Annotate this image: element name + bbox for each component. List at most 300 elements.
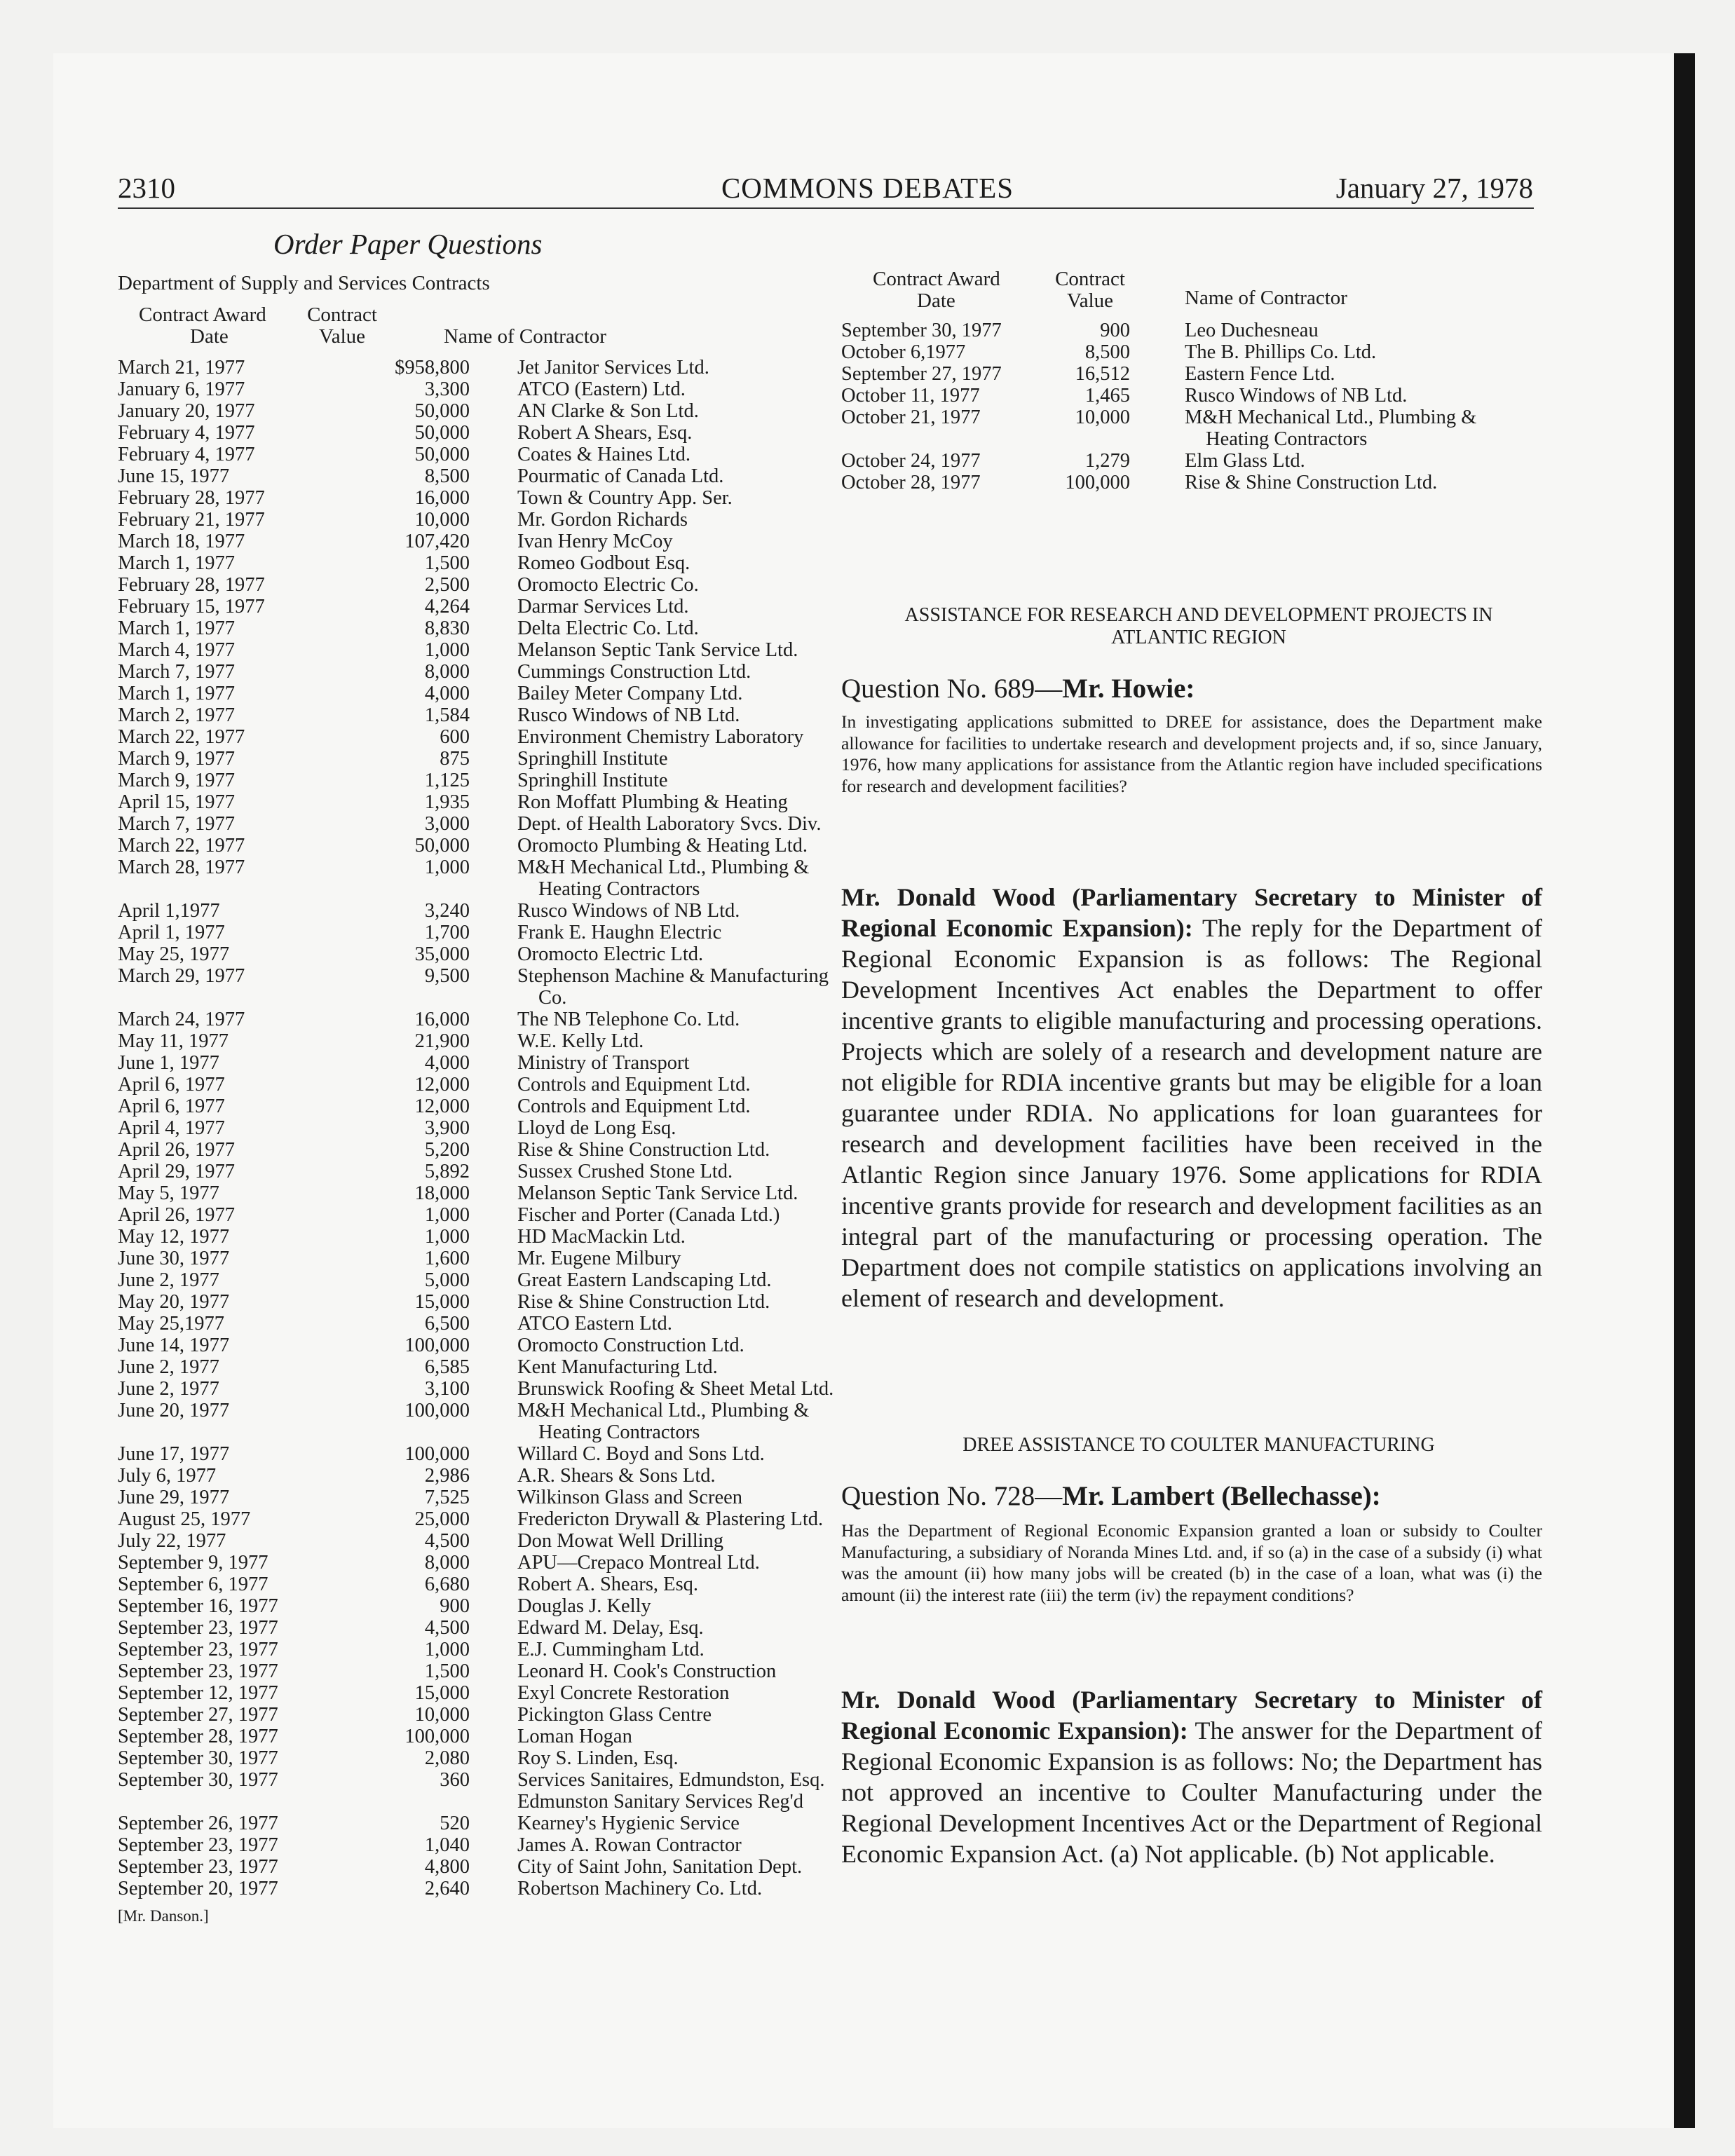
contract-date: September 12, 1977 — [118, 1682, 278, 1704]
contractor-name-line: Melanson Septic Tank Service Ltd. — [517, 639, 798, 661]
contract-row — [118, 465, 868, 487]
contract-value: 4,800 — [424, 1856, 470, 1878]
issue-date: January 27, 1978 — [1335, 172, 1533, 204]
contract-row — [118, 683, 868, 704]
contractor-name-line: Oromocto Plumbing & Heating Ltd. — [517, 835, 808, 857]
contract-value: 8,500 — [424, 465, 470, 487]
contractor-name — [517, 1248, 847, 1269]
contract-row — [118, 835, 868, 857]
contract-date: September 27, 1977 — [841, 363, 1002, 385]
contractor-name — [517, 726, 847, 748]
contractor-name — [517, 661, 847, 683]
contractor-name-line: City of Saint John, Sanitation Dept. — [517, 1856, 803, 1878]
contractor-name-line: Pourmatic of Canada Ltd. — [517, 465, 724, 487]
contract-value: 4,000 — [424, 683, 470, 704]
contractor-name-line: M&H Mechanical Ltd., Plumbing & — [517, 1400, 810, 1421]
contract-value: 1,465 — [1084, 385, 1130, 407]
contract-row — [118, 1226, 868, 1248]
contract-date: May 25,1977 — [118, 1313, 224, 1335]
contractor-name — [1185, 385, 1549, 407]
contract-date: August 25, 1977 — [118, 1508, 251, 1530]
question-member: Mr. Howie: — [1062, 674, 1195, 704]
contractor-name-line: Oromocto Construction Ltd. — [517, 1335, 744, 1356]
contract-row — [118, 1726, 868, 1747]
contract-value: 1,500 — [424, 1660, 470, 1682]
contractor-name-line: Sussex Crushed Stone Ltd. — [517, 1161, 733, 1182]
contract-date: April 6, 1977 — [118, 1096, 225, 1117]
contractor-name-line: Controls and Equipment Ltd. — [517, 1096, 751, 1117]
contractor-name-line: Cummings Construction Ltd. — [517, 661, 751, 683]
contracts-table-left — [118, 357, 868, 1899]
contract-date: March 1, 1977 — [118, 683, 236, 704]
contract-date: May 5, 1977 — [118, 1182, 219, 1204]
question-number-label: Question No. 728— — [841, 1481, 1063, 1511]
contract-date: February 4, 1977 — [118, 422, 255, 444]
contract-date: March 21, 1977 — [118, 357, 245, 378]
contract-value: 4,264 — [424, 596, 470, 618]
contractor-name — [517, 1030, 847, 1052]
contract-row — [118, 704, 868, 726]
contractor-name — [517, 1052, 847, 1074]
contract-row — [118, 422, 868, 444]
contract-value: 1,000 — [424, 1204, 470, 1226]
contractor-name-line: Douglas J. Kelly — [517, 1595, 651, 1617]
contract-row — [118, 1248, 868, 1269]
contract-row — [118, 487, 868, 509]
contract-row — [118, 531, 868, 552]
contractor-name — [517, 770, 847, 791]
contract-row — [118, 1182, 868, 1204]
contractor-name-continuation: Edmunston Sanitary Services Reg'd — [517, 1791, 804, 1813]
contract-value: 5,000 — [424, 1269, 470, 1291]
contract-date: April 15, 1977 — [118, 791, 236, 813]
question-689-text: In investigating applications submitted to DREE for assistance, does the Department make allowance for facilities to undertake research and development projects and, if so, since January, 1976, how many applications for assistance from the Atlantic region have included specifications for research and development facilities? — [841, 711, 1542, 796]
question-689-title — [841, 604, 1556, 649]
contract-row — [841, 363, 1542, 385]
contract-row — [118, 922, 868, 943]
value-col-header-1: Contract — [307, 303, 377, 326]
contract-value: 3,100 — [424, 1378, 470, 1400]
contract-date: October 11, 1977 — [841, 385, 980, 407]
contractor-name — [517, 1291, 847, 1313]
contractor-name — [517, 1161, 847, 1182]
contractor-name — [517, 835, 847, 857]
contract-value: 100,000 — [404, 1335, 470, 1356]
contract-value: 8,000 — [424, 661, 470, 683]
contractor-name-continuation: Heating Contractors — [1206, 428, 1368, 450]
contract-date: March 22, 1977 — [118, 726, 245, 748]
contractor-name-line: Exyl Concrete Restoration — [517, 1682, 730, 1704]
contract-row — [118, 1291, 868, 1313]
contracts-table-right — [841, 320, 1542, 493]
contract-date: June 2, 1977 — [118, 1269, 219, 1291]
contract-date: April 4, 1977 — [118, 1117, 225, 1139]
contract-date: March 18, 1977 — [118, 531, 245, 552]
contract-row — [118, 1269, 868, 1291]
contractor-name — [517, 1443, 847, 1465]
contractor-name — [517, 1726, 847, 1747]
contractor-name — [517, 748, 847, 770]
contractor-name-line: Darmar Services Ltd. — [517, 596, 689, 618]
contract-row — [118, 596, 868, 618]
contract-date: March 24, 1977 — [118, 1009, 245, 1030]
date-col-header-2: Date — [190, 325, 229, 348]
contractor-name-line: Lloyd de Long Esq. — [517, 1117, 676, 1139]
contract-value: 1,935 — [424, 791, 470, 813]
contractor-name — [517, 1269, 847, 1291]
contractor-name — [517, 1378, 847, 1400]
contractor-name — [517, 1574, 847, 1595]
contractor-name-line: Ivan Henry McCoy — [517, 531, 673, 552]
contractor-name-line: Environment Chemistry Laboratory — [517, 726, 804, 748]
value-col-header-2: Value — [318, 325, 366, 348]
contractor-name — [517, 1487, 847, 1508]
contract-date: September 26, 1977 — [118, 1813, 278, 1834]
contract-date: March 22, 1977 — [118, 835, 245, 857]
contract-value: 1,700 — [424, 922, 470, 943]
contractor-name — [517, 1856, 847, 1878]
question-728-answer — [841, 1684, 1542, 1869]
contractor-name-line: Stephenson Machine & Manufacturing — [517, 965, 829, 987]
contract-date: March 7, 1977 — [118, 661, 236, 683]
contract-value: $958,800 — [395, 357, 470, 378]
contract-row — [118, 1617, 868, 1639]
contract-value: 2,080 — [424, 1747, 470, 1769]
contractor-name-line: Delta Electric Co. Ltd. — [517, 618, 699, 639]
contractor-name — [517, 1204, 847, 1226]
contractor-name-line: James A. Rowan Contractor — [517, 1834, 742, 1856]
contractor-name — [517, 487, 847, 509]
contract-date: September 16, 1977 — [118, 1595, 278, 1617]
contractor-name-line: Frank E. Haughn Electric — [517, 922, 722, 943]
contract-row — [118, 791, 868, 813]
contractor-name — [517, 791, 847, 813]
contract-row — [118, 1378, 868, 1400]
answer-speaker: Mr. Donald Wood (Parliamentary Secretary to Minister of Regional Economic Expansion): — [841, 883, 1542, 942]
contract-date: April 1, 1977 — [118, 922, 225, 943]
contractor-name-line: Bailey Meter Company Ltd. — [517, 683, 743, 704]
scan-edge-bar — [1674, 53, 1695, 2128]
contract-value: 9,500 — [424, 965, 470, 987]
contractor-name-line: ATCO (Eastern) Ltd. — [517, 378, 686, 400]
contractor-name — [517, 1400, 847, 1443]
contract-date: March 9, 1977 — [118, 770, 236, 791]
contract-row — [118, 1530, 868, 1552]
contract-row — [118, 552, 868, 574]
contract-row — [118, 1009, 868, 1030]
contract-row — [118, 1161, 868, 1182]
contractor-name — [517, 943, 847, 965]
contract-date: September 28, 1977 — [118, 1726, 278, 1747]
contract-date: February 28, 1977 — [118, 487, 265, 509]
contractor-name-line: Rusco Windows of NB Ltd. — [517, 704, 740, 726]
contract-value: 50,000 — [414, 422, 470, 444]
contractor-name-line: Romeo Godbout Esq. — [517, 552, 690, 574]
contractor-name-line: Robertson Machinery Co. Ltd. — [517, 1878, 763, 1899]
contract-date: September 20, 1977 — [118, 1878, 278, 1899]
date-col-header-2: Date — [917, 289, 955, 312]
contract-row — [118, 444, 868, 465]
contract-date: May 25, 1977 — [118, 943, 230, 965]
contract-date: June 14, 1977 — [118, 1335, 230, 1356]
contractor-name — [517, 1552, 847, 1574]
contractor-name-line: Leonard H. Cook's Construction — [517, 1660, 777, 1682]
publication-title: COMMONS DEBATES — [721, 172, 1014, 204]
contract-date: January 20, 1977 — [118, 400, 255, 422]
contract-row — [118, 1117, 868, 1139]
contract-date: April 26, 1977 — [118, 1204, 236, 1226]
date-col-header-1: Contract Award — [873, 268, 1000, 290]
contract-value: 3,000 — [424, 813, 470, 835]
contract-date: March 28, 1977 — [118, 857, 245, 878]
contract-date: February 28, 1977 — [118, 574, 265, 596]
contract-value: 100,000 — [404, 1400, 470, 1421]
contractor-name-line: A.R. Shears & Sons Ltd. — [517, 1465, 716, 1487]
contractor-name-line: Roy S. Linden, Esq. — [517, 1747, 679, 1769]
value-col-header-1: Contract — [1055, 268, 1125, 290]
contractor-name — [517, 465, 847, 487]
name-col-header: Name of Contractor — [444, 325, 606, 348]
contract-row — [841, 385, 1542, 407]
contract-value: 2,986 — [424, 1465, 470, 1487]
contract-date: February 4, 1977 — [118, 444, 255, 465]
contractor-name — [517, 639, 847, 661]
contract-value: 10,000 — [414, 1704, 470, 1726]
question-689-title-line1: ASSISTANCE FOR RESEARCH AND DEVELOPMENT PROJECTS IN — [904, 604, 1493, 626]
contractor-name-line: The B. Phillips Co. Ltd. — [1185, 341, 1377, 363]
contractor-name-line: HD MacMackin Ltd. — [517, 1226, 686, 1248]
contract-date: September 6, 1977 — [118, 1574, 268, 1595]
contractor-name — [517, 1335, 847, 1356]
contracts-table-header — [118, 304, 791, 349]
contract-row — [118, 1443, 868, 1465]
contractor-name-line: Springhill Institute — [517, 770, 668, 791]
contract-value: 4,500 — [424, 1617, 470, 1639]
contract-value: 10,000 — [414, 509, 470, 531]
contractor-name-line: ATCO Eastern Ltd. — [517, 1313, 672, 1335]
contract-date: March 1, 1977 — [118, 618, 236, 639]
name-col-header: Name of Contractor — [1185, 287, 1347, 309]
contractor-name-line: Town & Country App. Ser. — [517, 487, 733, 509]
contract-value: 1,000 — [424, 1226, 470, 1248]
contract-date: September 23, 1977 — [118, 1834, 278, 1856]
contractor-name — [517, 444, 847, 465]
contract-date: February 15, 1977 — [118, 596, 265, 618]
contract-value: 12,000 — [414, 1074, 470, 1096]
contract-row — [118, 1639, 868, 1660]
contract-date: March 29, 1977 — [118, 965, 245, 987]
contractor-name-line: Oromocto Electric Co. — [517, 574, 699, 596]
contractor-name-line: Loman Hogan — [517, 1726, 632, 1747]
contractor-name-continuation: Co. — [538, 987, 567, 1009]
contractor-name-line: Ministry of Transport — [517, 1052, 690, 1074]
contract-value: 1,000 — [424, 857, 470, 878]
contractor-name — [517, 922, 847, 943]
contract-date: September 30, 1977 — [118, 1747, 278, 1769]
question-728-title: DREE ASSISTANCE TO COULTER MANUFACTURING — [962, 1434, 1435, 1456]
contractor-name — [517, 1834, 847, 1856]
contract-row — [118, 509, 868, 531]
contract-date: April 29, 1977 — [118, 1161, 236, 1182]
contract-row — [118, 1096, 868, 1117]
contractor-name-line: Springhill Institute — [517, 748, 668, 770]
contract-row — [118, 1595, 868, 1617]
contract-date: May 20, 1977 — [118, 1291, 230, 1313]
contract-value: 5,892 — [424, 1161, 470, 1182]
contract-date: June 29, 1977 — [118, 1487, 230, 1508]
contractor-name — [517, 1009, 847, 1030]
contract-value: 6,500 — [424, 1313, 470, 1335]
contract-value: 16,000 — [414, 1009, 470, 1030]
contract-row — [118, 1139, 868, 1161]
contract-row — [118, 378, 868, 400]
contract-date: May 11, 1977 — [118, 1030, 229, 1052]
contract-value: 1,000 — [424, 639, 470, 661]
contract-row — [841, 450, 1542, 472]
speaker-note: [Mr. Danson.] — [118, 1907, 209, 1925]
contractor-name — [517, 1682, 847, 1704]
contractor-name — [517, 509, 847, 531]
contractor-name-line: Brunswick Roofing & Sheet Metal Ltd. — [517, 1378, 834, 1400]
contractor-name — [517, 1639, 847, 1660]
contract-row — [118, 1660, 868, 1682]
contract-date: September 23, 1977 — [118, 1856, 278, 1878]
contract-value: 16,512 — [1075, 363, 1130, 385]
contractor-name — [517, 1465, 847, 1487]
contractor-name-line: Coates & Haines Ltd. — [517, 444, 690, 465]
contract-date: March 9, 1977 — [118, 748, 236, 770]
contract-value: 900 — [440, 1595, 470, 1617]
question-689-title-line2: ATLANTIC REGION — [1111, 627, 1286, 648]
contract-value: 3,300 — [424, 378, 470, 400]
contractor-name-line: Pickington Glass Centre — [517, 1704, 712, 1726]
contract-value: 6,680 — [424, 1574, 470, 1595]
contract-value: 900 — [1100, 320, 1130, 341]
contractor-name-line: W.E. Kelly Ltd. — [517, 1030, 644, 1052]
contract-row — [118, 1313, 868, 1335]
contract-date: July 22, 1977 — [118, 1530, 226, 1552]
contract-date: October 28, 1977 — [841, 472, 981, 493]
contract-value: 1,584 — [424, 704, 470, 726]
contract-date: June 20, 1977 — [118, 1400, 230, 1421]
question-689-answer — [841, 882, 1542, 1314]
contractor-name — [1185, 320, 1549, 341]
contractor-name-line: Rise & Shine Construction Ltd. — [517, 1139, 770, 1161]
answer-text: The answer for the Department of Regional Economic Expansion is as follows: No; the Department has not approved an incentive to Coulter Manufacturing under the Regional Development Incentives Act or the Department of Regional Economic Expansion Act. (a) Not applicable. (b) Not applicable. — [841, 1717, 1542, 1868]
contractor-name — [1185, 363, 1549, 385]
contract-row — [118, 1052, 868, 1074]
contract-date: June 17, 1977 — [118, 1443, 230, 1465]
contract-value: 50,000 — [414, 835, 470, 857]
contractor-name — [517, 857, 847, 900]
contractor-name-line: Great Eastern Landscaping Ltd. — [517, 1269, 772, 1291]
contract-date: July 6, 1977 — [118, 1465, 217, 1487]
contract-row — [118, 1769, 868, 1813]
contractor-name-line: Mr. Gordon Richards — [517, 509, 688, 531]
contractor-name-line: Leo Duchesneau — [1185, 320, 1319, 341]
contractor-name — [517, 552, 847, 574]
contractor-name — [517, 1139, 847, 1161]
contract-value: 16,000 — [414, 487, 470, 509]
contractor-name-line: M&H Mechanical Ltd., Plumbing & — [1185, 407, 1477, 428]
contract-date: October 24, 1977 — [841, 450, 981, 472]
contract-row — [118, 400, 868, 422]
contract-row — [118, 1747, 868, 1769]
question-number-label: Question No. 689— — [841, 674, 1063, 704]
contract-date: May 12, 1977 — [118, 1226, 230, 1248]
contract-row — [118, 1356, 868, 1378]
contract-value: 15,000 — [414, 1291, 470, 1313]
contractor-name — [517, 1182, 847, 1204]
contractor-name-line: Kent Manufacturing Ltd. — [517, 1356, 718, 1378]
contractor-name — [517, 531, 847, 552]
contract-date: March 7, 1977 — [118, 813, 236, 835]
contractor-name — [517, 422, 847, 444]
contractor-name-line: Rise & Shine Construction Ltd. — [1185, 472, 1438, 493]
contractor-name — [1185, 341, 1549, 363]
contract-value: 5,200 — [424, 1139, 470, 1161]
contractor-name-line: E.J. Cummingham Ltd. — [517, 1639, 705, 1660]
contractor-name — [517, 813, 847, 835]
contract-value: 1,279 — [1084, 450, 1130, 472]
contractor-name — [517, 1074, 847, 1096]
contract-row — [118, 1074, 868, 1096]
contract-date: February 21, 1977 — [118, 509, 265, 531]
contractor-name-line: Controls and Equipment Ltd. — [517, 1074, 751, 1096]
contractor-name-line: Wilkinson Glass and Screen — [517, 1487, 743, 1508]
table-title: Department of Supply and Services Contracts — [118, 272, 490, 294]
contractor-name — [517, 1508, 847, 1530]
contract-value: 100,000 — [404, 1726, 470, 1747]
contractor-name-line: Ron Moffatt Plumbing & Heating — [517, 791, 788, 813]
contract-date: March 4, 1977 — [118, 639, 236, 661]
contractor-name — [517, 965, 847, 1009]
contract-value: 100,000 — [404, 1443, 470, 1465]
contract-date: September 23, 1977 — [118, 1639, 278, 1660]
question-728-text: Has the Department of Regional Economic Expansion granted a loan or subsidy to Coulter Manufacturing, a subsidiary of Noranda Mines Ltd. and, if so (a) in the case of a subsidy (i) what was the amount (ii) how many jobs will be created (b) in the case of a loan, what was (i) the amount (ii) the interest rate (iii) the term (iv) the repayment conditions? — [841, 1520, 1542, 1605]
contract-row — [118, 748, 868, 770]
contractor-name-line: Mr. Eugene Milbury — [517, 1248, 681, 1269]
contractor-name — [1185, 407, 1549, 450]
contract-date: April 1,1977 — [118, 900, 220, 922]
contractor-name-line: Rusco Windows of NB Ltd. — [517, 900, 740, 922]
contracts-table-header-right — [841, 268, 1542, 313]
contract-value: 15,000 — [414, 1682, 470, 1704]
contractor-name-continuation: Heating Contractors — [538, 878, 700, 900]
date-col-header-1: Contract Award — [139, 303, 266, 326]
answer-speaker: Mr. Donald Wood (Parliamentary Secretary to Minister of Regional Economic Expansion): — [841, 1686, 1542, 1745]
contractor-name-line: Rusco Windows of NB Ltd. — [1185, 385, 1408, 407]
contract-row — [118, 857, 868, 900]
contractor-name-line: Oromocto Electric Ltd. — [517, 943, 704, 965]
contract-value: 520 — [440, 1813, 470, 1834]
contract-value: 1,500 — [424, 552, 470, 574]
contract-value: 4,500 — [424, 1530, 470, 1552]
contract-date: June 1, 1977 — [118, 1052, 219, 1074]
contract-row — [118, 943, 868, 965]
contract-date: June 15, 1977 — [118, 465, 230, 487]
contract-date: October 6,1977 — [841, 341, 966, 363]
contract-row — [118, 357, 868, 378]
contract-value: 100,000 — [1065, 472, 1130, 493]
contract-date: September 27, 1977 — [118, 1704, 278, 1726]
contractor-name-line: Jet Janitor Services Ltd. — [517, 357, 709, 378]
contract-value: 12,000 — [414, 1096, 470, 1117]
contractor-name — [517, 618, 847, 639]
contract-value: 50,000 — [414, 400, 470, 422]
contractor-name-line: Robert A. Shears, Esq. — [517, 1574, 699, 1595]
contractor-name — [517, 1096, 847, 1117]
